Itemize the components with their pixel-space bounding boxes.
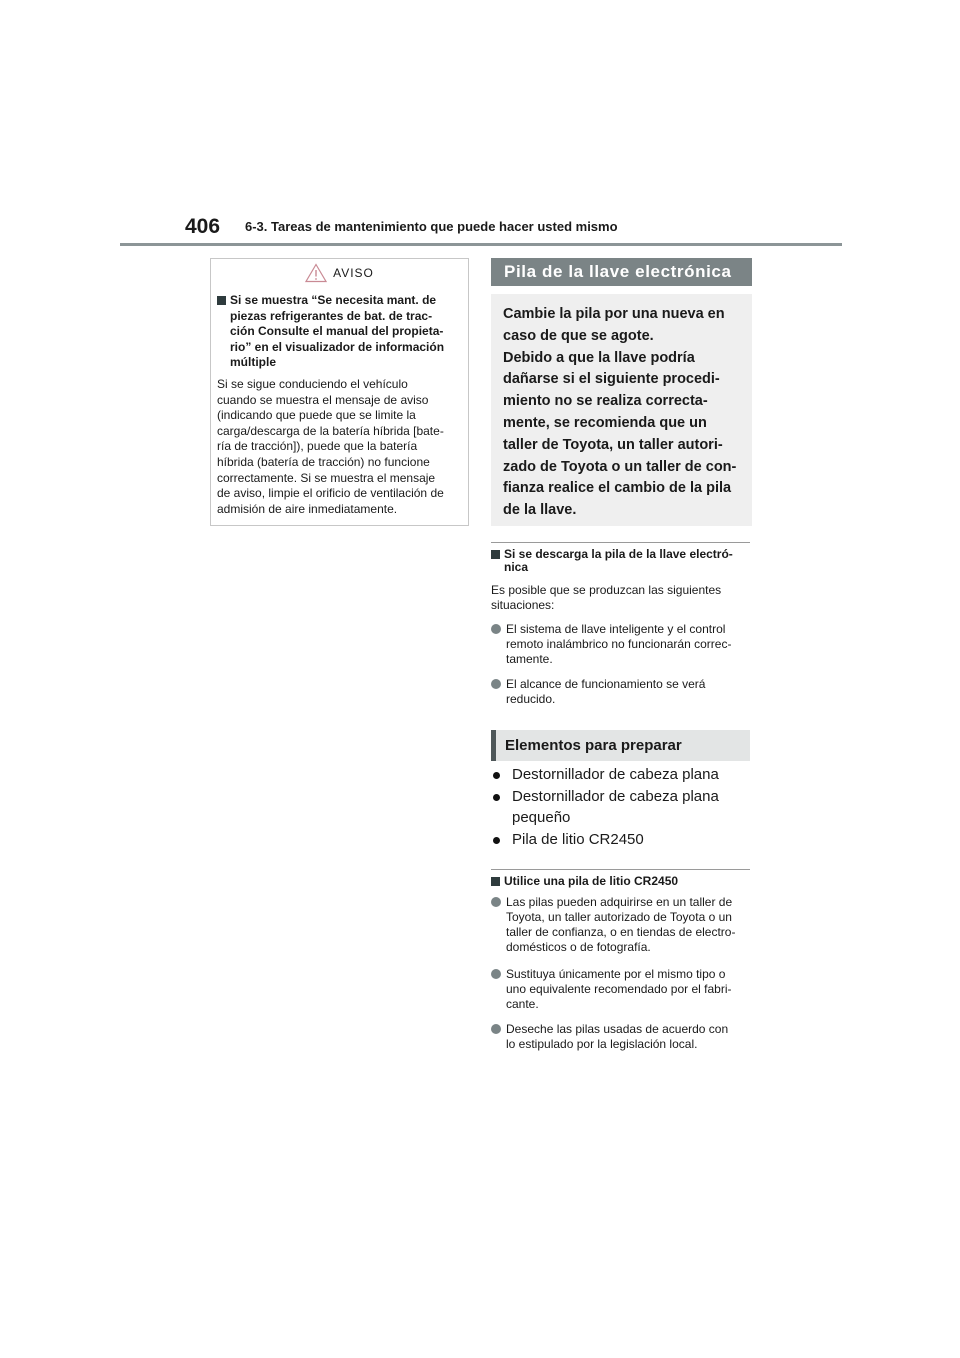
circle-bullet-icon <box>491 679 501 689</box>
list-item <box>491 1022 752 1052</box>
bullet-dot-icon <box>493 794 500 801</box>
intro-line: miento no se realiza correcta- <box>503 393 708 410</box>
list-item-line: tamente. <box>506 652 553 666</box>
list-item-line: taller de confianza, o en tiendas de electro- <box>506 925 736 939</box>
prepare-heading: Elementos para preparar <box>491 730 750 761</box>
prepare-list <box>491 765 752 852</box>
warning-box <box>210 258 469 526</box>
intro-box <box>491 294 752 526</box>
section-title: Pila de la llave electrónica <box>491 258 752 286</box>
list-item <box>491 677 752 707</box>
list-item-line: uno equivalente recomendado por el fabri- <box>506 982 732 996</box>
intro-line: mente, se recomienda que un <box>503 414 707 431</box>
list-item <box>491 895 752 955</box>
discharge-paragraph-line: situaciones: <box>491 598 555 612</box>
section-divider <box>491 542 750 543</box>
circle-bullet-icon <box>491 969 501 979</box>
list-item <box>491 622 752 667</box>
warning-text <box>217 377 463 517</box>
list-item-line: reducido. <box>506 692 556 706</box>
discharge-paragraph-line: Es posible que se produzcan las siguientes <box>491 583 722 597</box>
square-bullet-icon <box>491 877 500 886</box>
circle-bullet-icon <box>491 1024 501 1034</box>
discharge-heading-line: Si se descarga la pila de la llave electró- <box>504 547 733 561</box>
list-item-line: El alcance de funcionamiento se verá <box>506 677 706 691</box>
intro-line: Cambie la pila por una nueva en <box>503 306 725 322</box>
list-item-line: remoto inalámbrico no funcionarán correc- <box>506 637 732 651</box>
warning-subheading-line: piezas refrigerantes de bat. de trac- <box>230 308 433 323</box>
circle-bullet-icon <box>491 624 501 634</box>
warning-text-line: correctamente. Si se muestra el mensaje <box>217 470 436 485</box>
discharge-heading-line: nica <box>504 560 529 574</box>
bullet-dot-icon <box>493 837 500 844</box>
list-item-line: Deseche las pilas usadas de acuerdo con <box>506 1022 729 1036</box>
list-item-line: pequeño <box>512 808 571 826</box>
warning-subheading-line: múltiple <box>230 355 277 370</box>
discharge-heading <box>491 548 752 574</box>
battery-heading <box>491 875 752 888</box>
warning-text-line: admisión de aire inmediatamente. <box>217 501 398 516</box>
warning-text-line: carga/descarga de la batería híbrida [bate- <box>217 423 444 438</box>
battery-heading-text: Utilice una pila de litio CR2450 <box>504 874 679 888</box>
square-bullet-icon <box>491 550 500 559</box>
list-item <box>491 787 752 828</box>
warning-text-line: de aviso, limpie el orificio de ventilación de <box>217 486 444 501</box>
warning-text-line: cuando se muestra el mensaje de aviso <box>217 392 429 407</box>
intro-line: taller de Toyota, un taller autori- <box>503 436 723 453</box>
list-item-line: Destornillador de cabeza plana <box>512 766 719 783</box>
intro-line: dañarse si el siguiente procedi- <box>503 371 720 388</box>
intro-line: de la llave. <box>503 502 577 519</box>
warning-subheading-line: Si se muestra “Se necesita mant. de <box>230 293 437 307</box>
intro-line: zado de Toyota o un taller de con- <box>503 458 737 475</box>
section-divider <box>491 869 750 870</box>
warning-text-line: híbrida (batería de tracción) no funcione <box>217 454 430 469</box>
list-item-line: domésticos o de fotografía. <box>506 940 651 954</box>
warning-triangle-icon <box>305 263 327 283</box>
list-item-line: El sistema de llave inteligente y el control <box>506 622 726 636</box>
list-item-line: Pila de litio CR2450 <box>512 830 644 848</box>
circle-bullet-icon <box>491 897 501 907</box>
list-item <box>491 967 752 1012</box>
list-item-line: Las pilas pueden adquirirse en un taller de <box>506 895 733 909</box>
running-head: 6-3. Tareas de mantenimiento que puede hacer usted mismo <box>245 219 618 234</box>
warning-label: AVISO <box>333 266 374 280</box>
header-rule <box>120 243 842 246</box>
warning-subheading-line: rio” en el visualizador de información <box>230 339 445 354</box>
list-item <box>491 830 752 851</box>
discharge-paragraph <box>491 583 752 613</box>
warning-text-line: (indicando que puede que se limite la <box>217 408 416 423</box>
intro-line: Debido a que la llave podría <box>503 349 695 366</box>
intro-line: caso de que se agote. <box>503 327 654 344</box>
page-number: 406 <box>185 215 221 238</box>
warning-subheading-line: ción Consulte el manual del propieta- <box>230 324 444 339</box>
list-item-line: lo estipulado por la legislación local. <box>506 1037 698 1051</box>
square-bullet-icon <box>217 296 226 305</box>
warning-header <box>211 259 468 287</box>
bullet-dot-icon <box>493 772 500 779</box>
list-item-line: Sustituya únicamente por el mismo tipo o <box>506 967 726 981</box>
list-item <box>491 765 752 786</box>
list-item-line: cante. <box>506 997 539 1011</box>
warning-text-line: Si se sigue conduciendo el vehículo <box>217 376 408 391</box>
list-item-line: Destornillador de cabeza plana <box>512 788 719 805</box>
warning-subheading <box>217 293 463 371</box>
list-item-line: Toyota, un taller autorizado de Toyota o un <box>506 910 732 924</box>
warning-body <box>217 293 463 517</box>
intro-line: fianza realice el cambio de la pila <box>503 480 732 497</box>
warning-text-line: ría de tracción]), puede que la batería <box>217 439 418 454</box>
